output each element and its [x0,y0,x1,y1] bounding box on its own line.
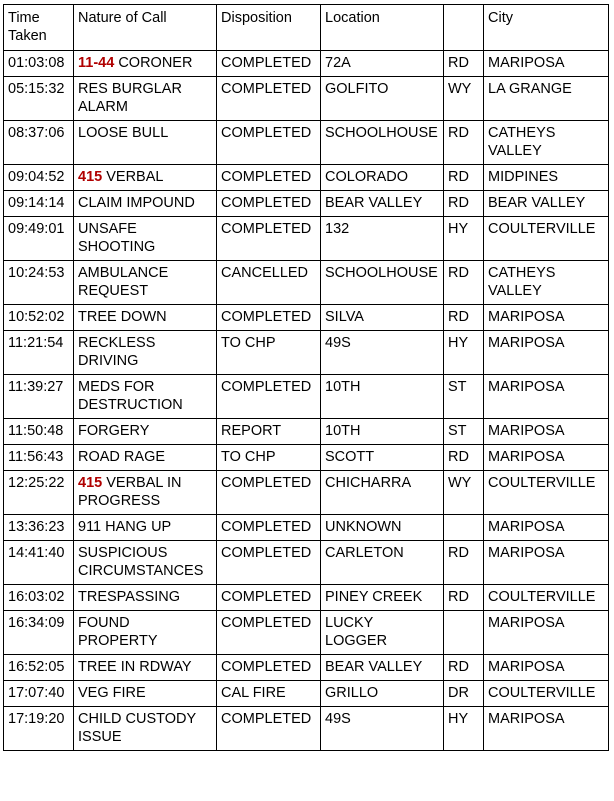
cell-location: SCHOOLHOUSE [321,121,444,165]
call-nature-text: UNSAFE SHOOTING [78,221,156,255]
cell-suffix: HY [444,217,484,261]
cell-suffix [444,515,484,541]
cell-time: 12:25:22 [4,471,74,515]
cell-suffix: RD [444,655,484,681]
cell-time: 09:49:01 [4,217,74,261]
cell-suffix: RD [444,191,484,217]
cell-city: MARIPOSA [484,611,609,655]
cell-city: MARIPOSA [484,331,609,375]
cell-location: BEAR VALLEY [321,655,444,681]
cell-city: MARIPOSA [484,655,609,681]
call-nature-text: RECKLESS DRIVING [78,335,156,369]
cell-suffix: WY [444,471,484,515]
cell-time: 11:21:54 [4,331,74,375]
cell-disposition: REPORT [217,419,321,445]
cell-location: SCOTT [321,445,444,471]
cell-nature [74,515,217,541]
cell-suffix: RD [444,121,484,165]
cell-suffix [444,611,484,655]
cell-city: MARIPOSA [484,419,609,445]
table-row [4,331,609,375]
cell-disposition: COMPLETED [217,611,321,655]
cell-suffix: RD [444,165,484,191]
call-nature-text: TREE DOWN [78,309,167,325]
cell-nature [74,541,217,585]
cell-nature [74,77,217,121]
header-disposition: Disposition [217,5,321,51]
cell-time: 05:15:32 [4,77,74,121]
cell-disposition: COMPLETED [217,541,321,585]
cell-nature [74,165,217,191]
header-time: Time Taken [4,5,74,51]
cell-nature [74,681,217,707]
cell-disposition: COMPLETED [217,585,321,611]
cell-suffix: HY [444,707,484,751]
cell-time: 09:14:14 [4,191,74,217]
cell-nature [74,471,217,515]
table-row [4,121,609,165]
cell-city: LA GRANGE [484,77,609,121]
cell-disposition: COMPLETED [217,121,321,165]
call-code: 11-44 [78,55,115,71]
cell-nature [74,585,217,611]
cell-nature [74,305,217,331]
call-log-body [4,51,609,751]
cell-city: MARIPOSA [484,541,609,585]
table-row [4,585,609,611]
cell-suffix: RD [444,261,484,305]
call-nature-text: VEG FIRE [78,685,146,701]
cell-nature [74,261,217,305]
cell-city: MARIPOSA [484,305,609,331]
cell-disposition: COMPLETED [217,707,321,751]
cell-disposition: COMPLETED [217,77,321,121]
cell-suffix: RD [444,305,484,331]
cell-city: MARIPOSA [484,445,609,471]
table-row [4,445,609,471]
cell-location: 132 [321,217,444,261]
cell-nature [74,707,217,751]
header-suffix [444,5,484,51]
cell-time: 11:56:43 [4,445,74,471]
cell-location: 10TH [321,419,444,445]
call-nature-text: AMBULANCE REQUEST [78,265,169,299]
call-nature-text: ROAD RAGE [78,449,166,465]
cell-time: 16:03:02 [4,585,74,611]
table-row [4,305,609,331]
table-row [4,191,609,217]
cell-time: 14:41:40 [4,541,74,585]
cell-suffix: RD [444,541,484,585]
cell-location: 72A [321,51,444,77]
table-row [4,707,609,751]
cell-city: COULTERVILLE [484,681,609,707]
table-row [4,541,609,585]
call-nature-text: FORGERY [78,423,150,439]
header-row [4,5,609,51]
table-row [4,51,609,77]
call-nature-text: TREE IN RDWAY [78,659,192,675]
table-row [4,77,609,121]
call-nature-text: VERBAL IN PROGRESS [78,475,182,509]
cell-nature [74,655,217,681]
cell-disposition: COMPLETED [217,375,321,419]
table-row [4,165,609,191]
cell-location: GOLFITO [321,77,444,121]
header-nature: Nature of Call [74,5,217,51]
cell-location: PINEY CREEK [321,585,444,611]
cell-time: 16:52:05 [4,655,74,681]
cell-city: MARIPOSA [484,515,609,541]
cell-nature [74,611,217,655]
cell-time: 11:50:48 [4,419,74,445]
cell-city: MARIPOSA [484,375,609,419]
cell-time: 13:36:23 [4,515,74,541]
call-nature-text: CHILD CUSTODY ISSUE [78,711,196,745]
cell-city: BEAR VALLEY [484,191,609,217]
cell-suffix: RD [444,585,484,611]
call-nature-text: MEDS FOR DESTRUCTION [78,379,183,413]
cell-nature [74,419,217,445]
header-city: City [484,5,609,51]
cell-time: 11:39:27 [4,375,74,419]
cell-disposition: TO CHP [217,331,321,375]
cell-time: 08:37:06 [4,121,74,165]
cell-nature [74,51,217,77]
call-nature-text: LOOSE BULL [78,125,169,141]
cell-city: CATHEYS VALLEY [484,121,609,165]
table-row [4,515,609,541]
cell-location: 49S [321,331,444,375]
call-code: 415 [78,169,103,185]
cell-location: CARLETON [321,541,444,585]
call-nature-text: 911 HANG UP [78,519,172,535]
call-nature-text: CORONER [114,55,193,71]
cell-nature [74,375,217,419]
cell-disposition: COMPLETED [217,191,321,217]
cell-time: 17:07:40 [4,681,74,707]
cell-location: COLORADO [321,165,444,191]
cell-disposition: COMPLETED [217,471,321,515]
table-row [4,471,609,515]
cell-time: 09:04:52 [4,165,74,191]
call-nature-text: TRESPASSING [78,589,181,605]
cell-disposition: COMPLETED [217,51,321,77]
call-nature-text: SUSPICIOUS CIRCUMSTANCES [78,545,204,579]
cell-suffix: ST [444,419,484,445]
cell-nature [74,191,217,217]
table-row [4,655,609,681]
call-log-table [3,4,609,751]
cell-location: GRILLO [321,681,444,707]
call-nature-text: FOUND PROPERTY [78,615,158,649]
cell-disposition: CANCELLED [217,261,321,305]
cell-city: MARIPOSA [484,51,609,77]
header-location: Location [321,5,444,51]
call-code: 415 [78,475,103,491]
cell-location: 49S [321,707,444,751]
cell-disposition: COMPLETED [217,655,321,681]
table-row [4,261,609,305]
cell-suffix: RD [444,51,484,77]
call-nature-text: RES BURGLAR ALARM [78,81,182,115]
cell-time: 01:03:08 [4,51,74,77]
cell-city: MIDPINES [484,165,609,191]
cell-city: CATHEYS VALLEY [484,261,609,305]
cell-suffix: RD [444,445,484,471]
cell-time: 10:24:53 [4,261,74,305]
cell-suffix: ST [444,375,484,419]
cell-disposition: CAL FIRE [217,681,321,707]
cell-time: 17:19:20 [4,707,74,751]
cell-disposition: COMPLETED [217,515,321,541]
table-row [4,681,609,707]
table-row [4,217,609,261]
table-row [4,611,609,655]
cell-city: COULTERVILLE [484,471,609,515]
cell-suffix: WY [444,77,484,121]
cell-nature [74,121,217,165]
cell-location: SILVA [321,305,444,331]
cell-city: COULTERVILLE [484,585,609,611]
cell-nature [74,331,217,375]
cell-disposition: COMPLETED [217,217,321,261]
cell-disposition: TO CHP [217,445,321,471]
cell-location: BEAR VALLEY [321,191,444,217]
table-row [4,419,609,445]
cell-city: COULTERVILLE [484,217,609,261]
cell-time: 16:34:09 [4,611,74,655]
table-row [4,375,609,419]
cell-location: LUCKY LOGGER [321,611,444,655]
cell-time: 10:52:02 [4,305,74,331]
call-nature-text: CLAIM IMPOUND [78,195,195,211]
cell-city: MARIPOSA [484,707,609,751]
cell-disposition: COMPLETED [217,165,321,191]
cell-location: UNKNOWN [321,515,444,541]
cell-nature [74,445,217,471]
cell-disposition: COMPLETED [217,305,321,331]
cell-location: CHICHARRA [321,471,444,515]
call-nature-text: VERBAL [102,169,164,185]
cell-location: 10TH [321,375,444,419]
cell-nature [74,217,217,261]
cell-location: SCHOOLHOUSE [321,261,444,305]
cell-suffix: DR [444,681,484,707]
cell-suffix: HY [444,331,484,375]
